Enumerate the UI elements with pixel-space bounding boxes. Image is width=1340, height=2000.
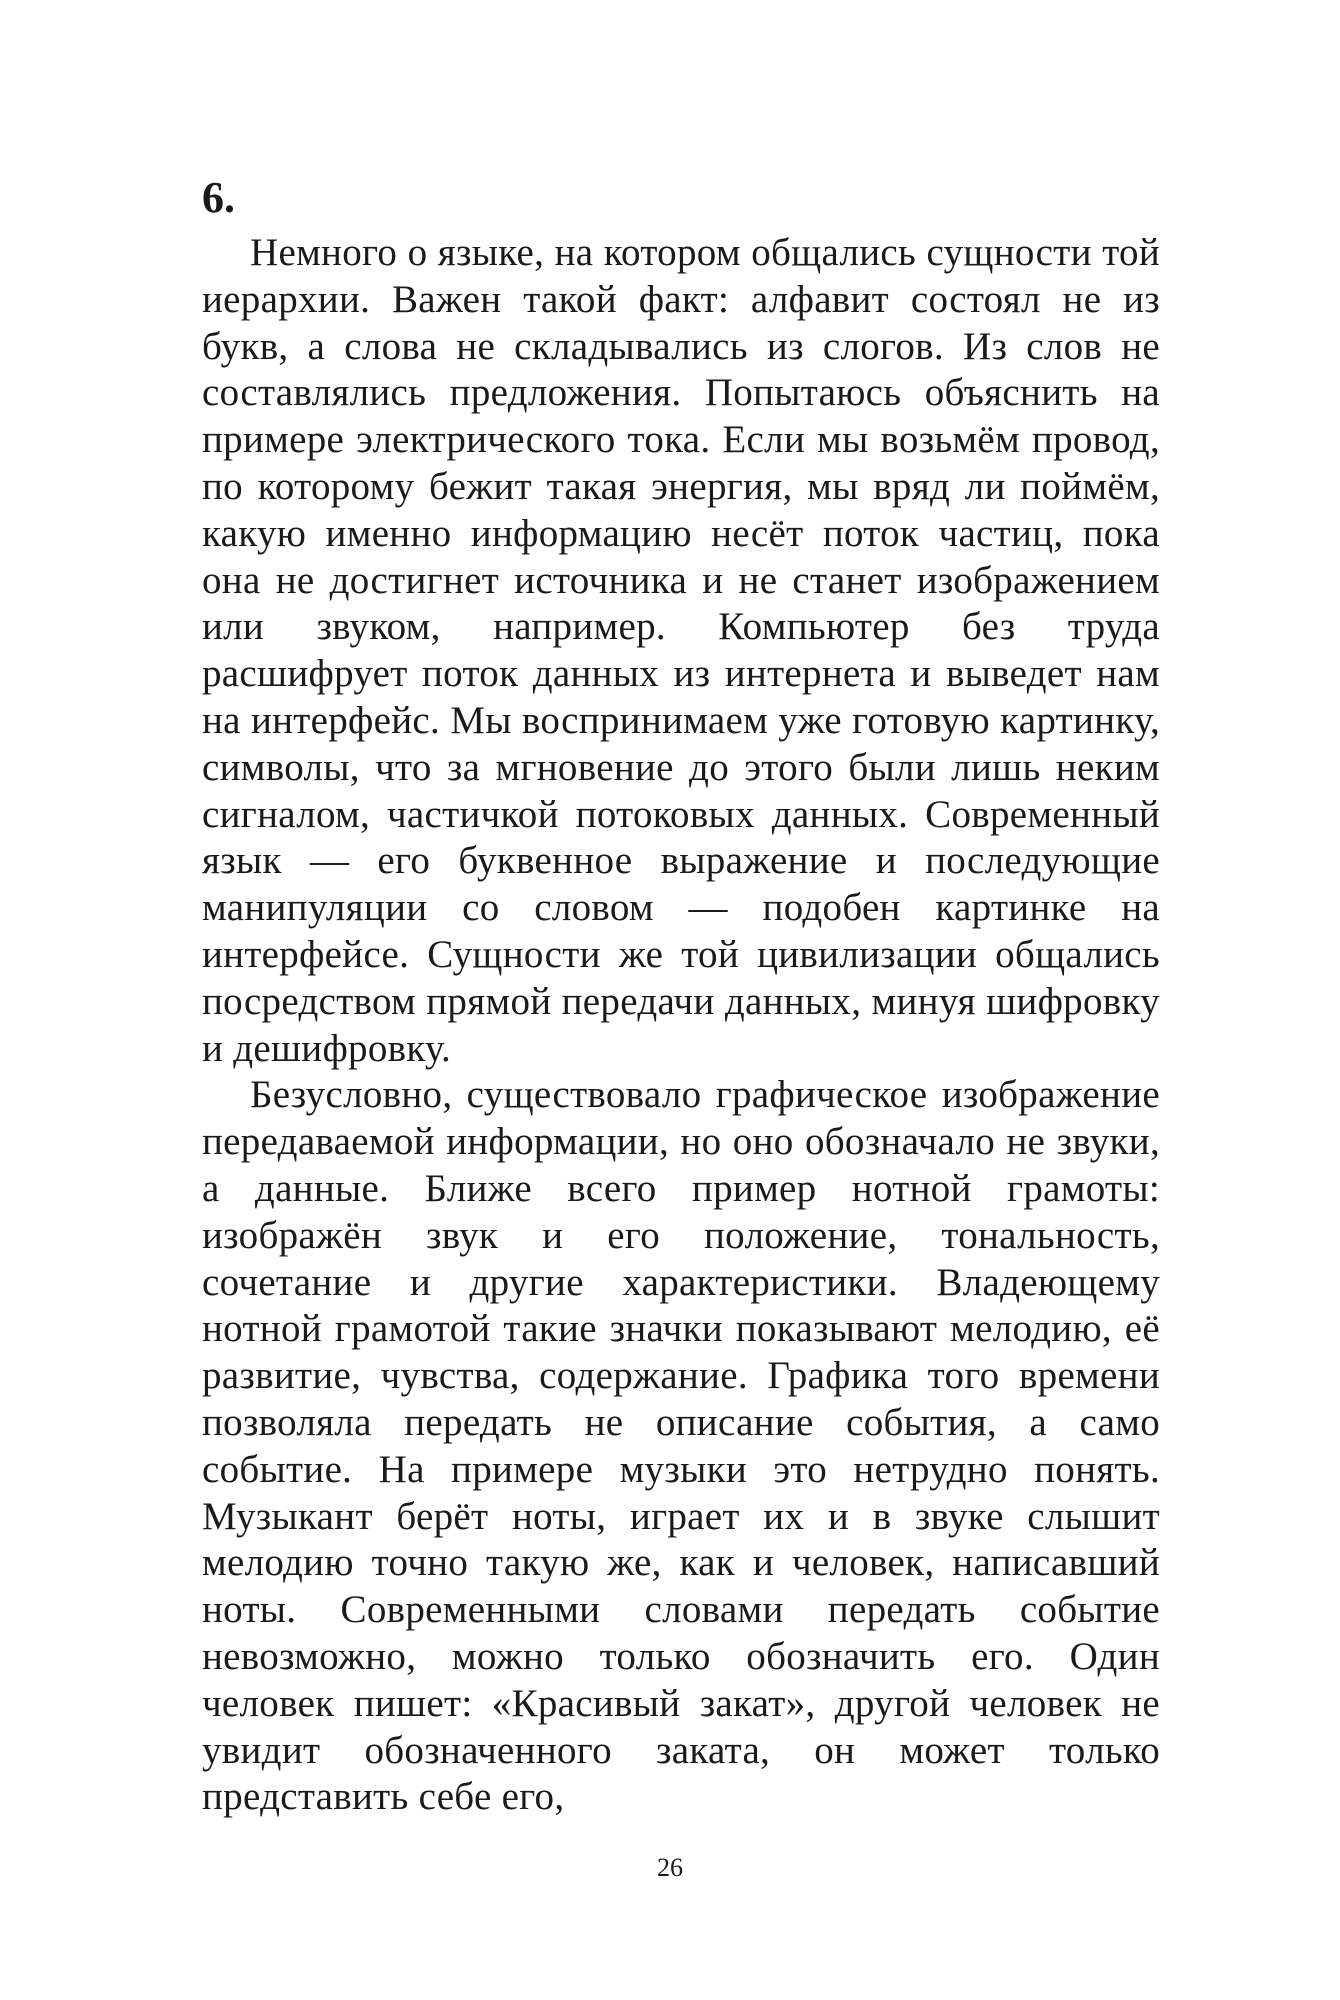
chapter-number: 6. <box>202 173 235 222</box>
page-number: 26 <box>657 1853 683 1882</box>
paragraph-1: Немного о языке, на котором общались сущности той иерархии. Важен такой факт: алфавит состоял не из букв, а слова не складывались из слогов. Из слов не составлялись предложения. Попытаюсь объяснить на примере электрического тока. Если мы возьмём провод, по которому бежит такая энергия, мы вряд ли поймём, какую именно информацию несёт поток частиц, пока она не достигнет источника и не станет изображением или звуком, например. Компьютер без труда расшифрует поток данных из интернета и выведет нам на интерфейс. Мы воспринимаем уже готовую картинку, символы, что за мгновение до этого были лишь неким сигналом, частичкой потоковых данных. Современный язык — его буквенное выражение и последующие манипуляции со словом — подобен картинке на интерфейсе. Сущности же той цивилизации общались посредством прямой передачи данных, минуя шифровку и дешифровку. <box>202 231 1160 1070</box>
page-body <box>202 170 1160 1821</box>
paragraph-2: Безусловно, существовало графическое изображение передаваемой информации, но оно обозначало не звуки, а данные. Ближе всего пример нотной грамоты: изображён звук и его положение, тональность, сочетание и другие характеристики. Владеющему нотной грамотой такие значки показывают мелодию, её развитие, чувства, содержание. Графика того времени позволяла передать не описание события, а само событие. На примере музыки это нетрудно понять. Музыкант берёт ноты, играет их и в звуке слышит мелодию точно такую же, как и человек, написавший ноты. Современными словами передать событие невозможно, можно только обозначить его. Один человек пишет: «Красивый закат», другой человек не увидит обозначенного заката, он может только представить себе его, <box>202 1073 1160 1819</box>
